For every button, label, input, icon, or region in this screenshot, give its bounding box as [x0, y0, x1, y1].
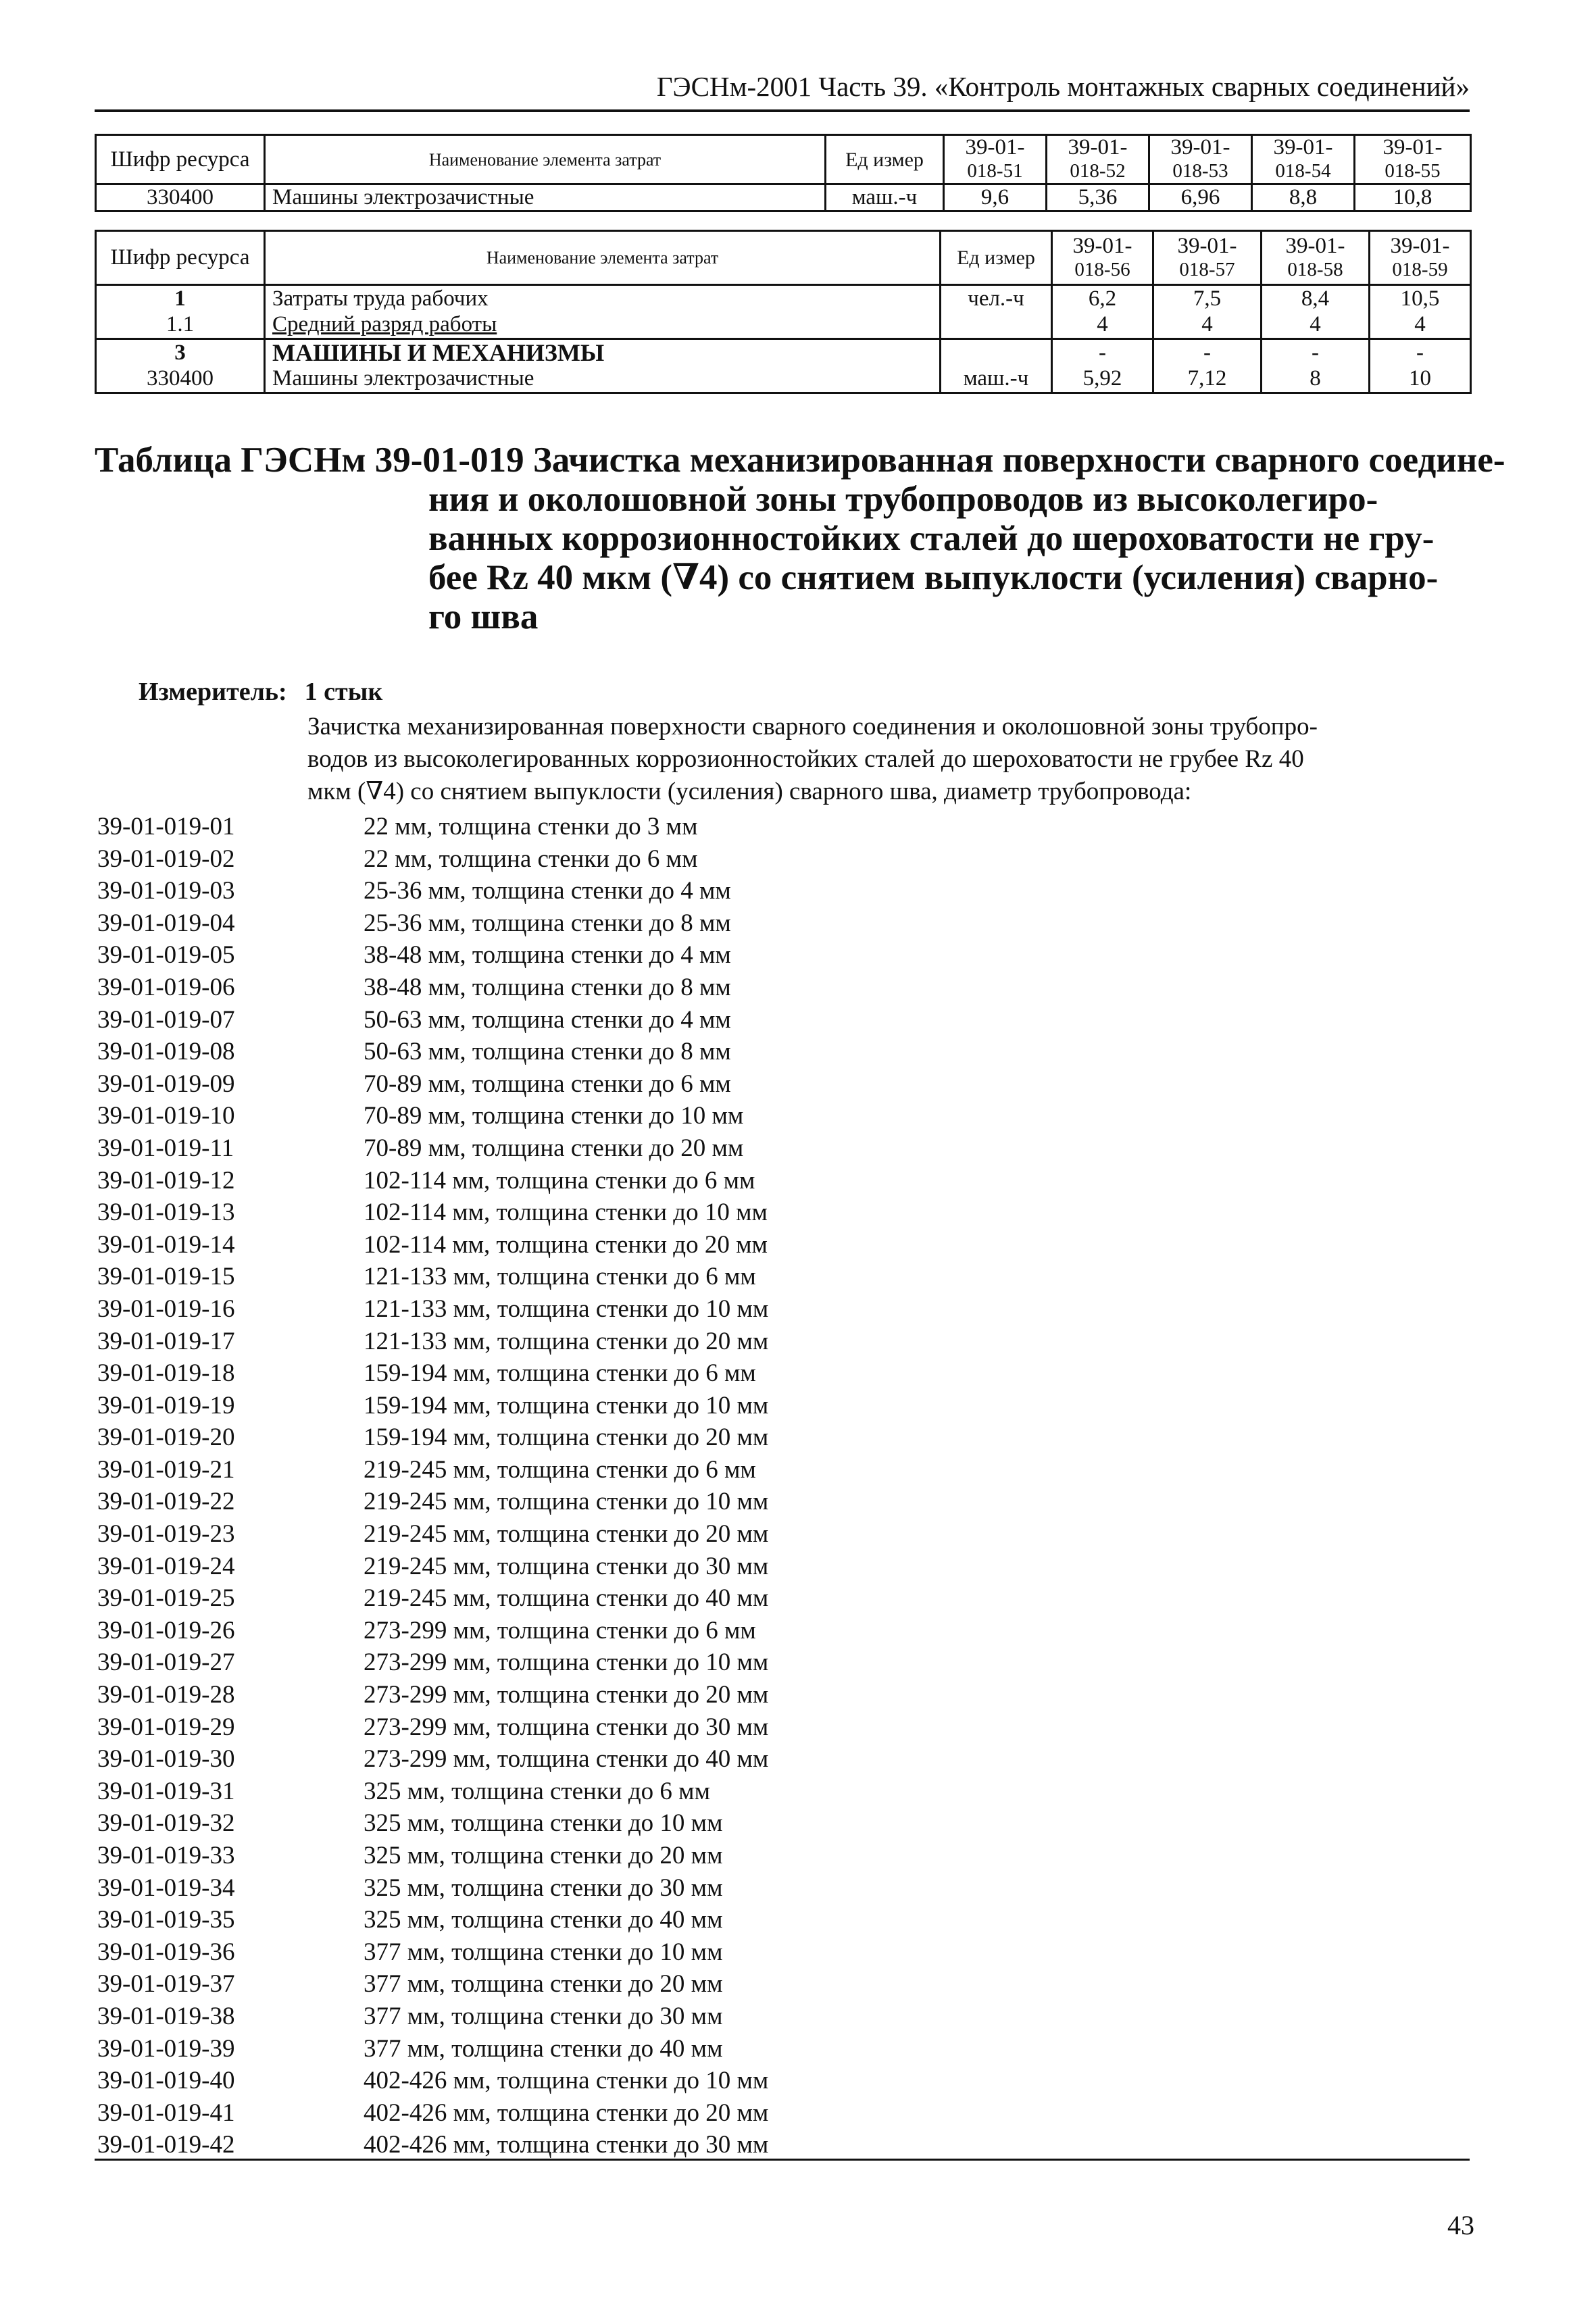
list-item [95, 1229, 905, 1261]
list-item [95, 1132, 905, 1165]
item-text: 273-299 мм, толщина стенки до 20 мм [364, 1681, 769, 1709]
row-value: 8 [1262, 366, 1370, 393]
list-item [95, 1904, 905, 1936]
item-code: 39-01-019-33 [97, 1842, 235, 1869]
list-item [95, 1776, 905, 1808]
item-code: 39-01-019-19 [97, 1391, 235, 1419]
header-unit: Ед измер [826, 135, 944, 184]
description-line-2: водов из высоколегированных коррозионностойких сталей до шероховатости не грубее Rz 40 [307, 745, 1304, 773]
item-text: 70-89 мм, толщина стенки до 20 мм [364, 1134, 744, 1162]
item-code: 39-01-019-38 [97, 2002, 235, 2030]
work-description [307, 711, 1470, 808]
row-unit: чел.-ч [941, 285, 1052, 312]
item-code: 39-01-019-37 [97, 1970, 235, 1998]
table-header-row [96, 231, 1471, 285]
item-code: 39-01-019-24 [97, 1552, 235, 1580]
title-line-5: го шва [428, 597, 539, 636]
item-text: 159-194 мм, толщина стенки до 20 мм [364, 1424, 769, 1452]
item-code: 39-01-019-20 [97, 1424, 235, 1452]
table-row [96, 312, 1471, 339]
item-text: 402-426 мм, толщина стенки до 10 мм [364, 2067, 769, 2095]
list-item [95, 1036, 905, 1068]
item-code: 39-01-019-08 [97, 1038, 235, 1066]
item-text: 121-133 мм, толщина стенки до 6 мм [364, 1263, 756, 1291]
row-value: 10,8 [1355, 184, 1471, 211]
title-line-3: ванных коррозионностойких сталей до шероховатости не гру- [428, 519, 1435, 558]
row-name: МАШИНЫ И МЕХАНИЗМЫ [265, 339, 941, 366]
row-value: 8,8 [1252, 184, 1355, 211]
item-code: 39-01-019-32 [97, 1809, 235, 1838]
header-col-2 [1047, 135, 1149, 184]
item-text: 273-299 мм, толщина стенки до 6 мм [364, 1616, 756, 1644]
item-code: 39-01-019-27 [97, 1649, 235, 1677]
list-item [95, 972, 905, 1004]
header-col-3-top: 39-01- [1170, 135, 1230, 159]
list-item [95, 1679, 905, 1711]
row-value: - [1370, 339, 1471, 366]
list-item [95, 875, 905, 907]
item-text: 121-133 мм, толщина стенки до 20 мм [364, 1327, 769, 1355]
header-col-1-top: 39-01- [965, 135, 1025, 159]
table-row [96, 184, 1471, 211]
row-value: - [1052, 339, 1153, 366]
header-col-2 [1153, 231, 1262, 285]
row-value: 6,2 [1052, 285, 1153, 312]
header-col-4-top: 39-01- [1273, 135, 1333, 159]
header-col-5-bottom: 018-55 [1385, 160, 1441, 182]
list-item [95, 1197, 905, 1229]
list-item [95, 1100, 905, 1132]
row-value: 4 [1052, 312, 1153, 339]
item-code: 39-01-019-30 [97, 1745, 235, 1774]
header-col-3 [1262, 231, 1370, 285]
list-item [95, 939, 905, 972]
item-code: 39-01-019-13 [97, 1199, 235, 1227]
item-text: 22 мм, толщина стенки до 3 мм [364, 813, 698, 840]
item-text: 38-48 мм, толщина стенки до 4 мм [364, 941, 731, 970]
header-unit: Ед измер [941, 231, 1052, 285]
list-item [95, 1582, 905, 1615]
table-row [96, 366, 1471, 393]
row-name: Затраты труда рабочих [265, 285, 941, 312]
item-code: 39-01-019-28 [97, 1681, 235, 1709]
item-code: 39-01-019-42 [97, 2131, 235, 2159]
header-col-2-top: 39-01- [1068, 135, 1128, 159]
row-value: 10,5 [1370, 285, 1471, 312]
item-text: 325 мм, толщина стенки до 40 мм [364, 1906, 723, 1934]
header-code: Шифр ресурса [96, 135, 265, 184]
item-code: 39-01-019-23 [97, 1520, 235, 1549]
list-item [95, 843, 905, 876]
item-code: 39-01-019-29 [97, 1713, 235, 1741]
row-value: - [1153, 339, 1262, 366]
item-code: 39-01-019-02 [97, 845, 235, 873]
page-number: 43 [1447, 2210, 1474, 2240]
header-col-2-bottom: 018-52 [1070, 160, 1126, 182]
item-code: 39-01-019-36 [97, 1938, 235, 1966]
header-col-4 [1252, 135, 1355, 184]
item-text: 25-36 мм, толщина стенки до 8 мм [364, 909, 731, 937]
item-text: 102-114 мм, толщина стенки до 10 мм [364, 1199, 768, 1227]
item-code: 39-01-019-16 [97, 1294, 235, 1323]
list-item [95, 1615, 905, 1647]
header-col-5 [1355, 135, 1471, 184]
item-text: 402-426 мм, толщина стенки до 30 мм [364, 2131, 769, 2159]
list-item [95, 2033, 905, 2065]
running-header [95, 68, 1470, 112]
list-item [95, 1551, 905, 1583]
row-value: 10 [1370, 366, 1471, 393]
list-item [95, 2065, 905, 2097]
measure-value: 1 стык [304, 678, 383, 706]
item-text: 377 мм, толщина стенки до 20 мм [364, 1970, 723, 1998]
header-col-3 [1149, 135, 1252, 184]
list-item [95, 1968, 905, 2001]
item-code: 39-01-019-17 [97, 1327, 235, 1355]
list-item [95, 907, 905, 940]
item-code: 39-01-019-35 [97, 1906, 235, 1934]
header-name: Наименование элемента затрат [265, 135, 826, 184]
row-unit: маш.-ч [826, 184, 944, 211]
header-col-4-bottom: 018-59 [1392, 258, 1448, 280]
item-text: 159-194 мм, толщина стенки до 6 мм [364, 1359, 756, 1388]
item-text: 273-299 мм, толщина стенки до 40 мм [364, 1745, 769, 1774]
item-code: 39-01-019-34 [97, 1873, 235, 1902]
list-item [95, 1646, 905, 1679]
item-code: 39-01-019-39 [97, 2034, 235, 2063]
list-item [95, 2129, 905, 2161]
row-value: 4 [1153, 312, 1262, 339]
item-text: 273-299 мм, толщина стенки до 10 мм [364, 1649, 769, 1677]
row-value: 4 [1370, 312, 1471, 339]
row-value: 8,4 [1262, 285, 1370, 312]
measure-label: Измеритель: [139, 678, 287, 706]
header-col-1-bottom: 018-56 [1074, 258, 1130, 280]
item-code: 39-01-019-07 [97, 1005, 235, 1034]
item-text: 325 мм, толщина стенки до 30 мм [364, 1873, 723, 1902]
item-text: 273-299 мм, толщина стенки до 30 мм [364, 1713, 769, 1741]
header-col-4-top: 39-01- [1390, 233, 1450, 258]
item-code: 39-01-019-05 [97, 941, 235, 970]
row-code: 330400 [96, 366, 265, 393]
list-item [95, 2097, 905, 2130]
row-value: 4 [1262, 312, 1370, 339]
header-name: Наименование элемента затрат [265, 231, 941, 285]
item-text: 38-48 мм, толщина стенки до 8 мм [364, 973, 731, 1001]
row-name: Машины электрозачистные [265, 366, 941, 393]
item-code: 39-01-019-25 [97, 1584, 235, 1613]
measure-line [139, 677, 382, 707]
list-item [95, 1293, 905, 1326]
title-line-4: бее Rz 40 мкм (∇4) со снятием выпуклости (усиления) сварно- [428, 558, 1439, 597]
list-item [95, 1840, 905, 1872]
item-text: 102-114 мм, толщина стенки до 20 мм [364, 1230, 768, 1259]
list-item [95, 1261, 905, 1293]
header-col-2-bottom: 018-57 [1179, 258, 1235, 280]
list-item [95, 1872, 905, 1905]
item-text: 70-89 мм, толщина стенки до 6 мм [364, 1070, 731, 1098]
list-item [95, 1068, 905, 1101]
list-item [95, 1326, 905, 1358]
item-code: 39-01-019-26 [97, 1616, 235, 1644]
item-code: 39-01-019-01 [97, 813, 235, 840]
row-value: 5,36 [1047, 184, 1149, 211]
header-col-4 [1370, 231, 1471, 285]
list-item [95, 1390, 905, 1422]
item-code: 39-01-019-15 [97, 1263, 235, 1291]
item-text: 219-245 мм, толщина стенки до 40 мм [364, 1584, 769, 1613]
table-header-row [96, 135, 1471, 184]
header-text: ГЭСНм-2001 Часть 39. «Контроль монтажных сварных соединений» [656, 71, 1470, 102]
resource-table-2 [95, 230, 1472, 394]
header-col-1-top: 39-01- [1072, 233, 1132, 258]
item-text: 219-245 мм, толщина стенки до 10 мм [364, 1488, 769, 1516]
item-code: 39-01-019-31 [97, 1777, 235, 1805]
row-unit [941, 339, 1052, 366]
row-code: 1 [96, 285, 265, 312]
item-text: 25-36 мм, толщина стенки до 4 мм [364, 877, 731, 905]
item-code: 39-01-019-09 [97, 1070, 235, 1098]
row-value: - [1262, 339, 1370, 366]
title-line-1: Таблица ГЭСНм 39-01-019 Зачистка механизированная поверхности сварного соедине- [95, 441, 1505, 480]
item-text: 219-245 мм, толщина стенки до 30 мм [364, 1552, 769, 1580]
item-code: 39-01-019-03 [97, 877, 235, 905]
resource-table-1 [95, 134, 1472, 212]
row-value: 5,92 [1052, 366, 1153, 393]
list-item [95, 1454, 905, 1486]
item-text: 121-133 мм, толщина стенки до 10 мм [364, 1294, 769, 1323]
row-name: Машины электрозачистные [265, 184, 826, 211]
item-code: 39-01-019-14 [97, 1230, 235, 1259]
row-code: 330400 [96, 184, 265, 211]
row-code: 1.1 [96, 312, 265, 339]
row-unit [941, 312, 1052, 339]
item-code: 39-01-019-06 [97, 973, 235, 1001]
footer-rule [95, 2159, 1470, 2161]
item-text: 50-63 мм, толщина стенки до 4 мм [364, 1005, 731, 1034]
item-text: 219-245 мм, толщина стенки до 20 мм [364, 1520, 769, 1549]
header-col-2-top: 39-01- [1177, 233, 1237, 258]
header-col-1-bottom: 018-51 [967, 160, 1023, 182]
item-code: 39-01-019-04 [97, 909, 235, 937]
item-code: 39-01-019-11 [97, 1134, 234, 1162]
list-item [95, 1936, 905, 1969]
row-name: Средний разряд работы [265, 312, 941, 339]
item-code: 39-01-019-41 [97, 2098, 235, 2127]
row-unit: маш.-ч [941, 366, 1052, 393]
item-text: 22 мм, толщина стенки до 6 мм [364, 845, 698, 873]
list-item [95, 1743, 905, 1776]
item-code: 39-01-019-12 [97, 1166, 235, 1194]
description-line-1: Зачистка механизированная поверхности сварного соединения и околошовной зоны трубопро- [307, 713, 1318, 740]
list-item [95, 1422, 905, 1454]
item-text: 70-89 мм, толщина стенки до 10 мм [364, 1102, 744, 1130]
header-col-1 [1052, 231, 1153, 285]
item-code: 39-01-019-40 [97, 2067, 235, 2095]
list-item [95, 1518, 905, 1551]
list-item [95, 2001, 905, 2033]
title-line-2: ния и околошовной зоны трубопроводов из высоколегиро- [428, 480, 1378, 519]
list-item [95, 811, 905, 843]
row-code: 3 [96, 339, 265, 366]
table-row [96, 285, 1471, 312]
table-row [96, 339, 1471, 366]
item-text: 50-63 мм, толщина стенки до 8 мм [364, 1038, 731, 1066]
header-col-3-top: 39-01- [1285, 233, 1345, 258]
header-col-3-bottom: 018-53 [1172, 160, 1228, 182]
item-text: 325 мм, толщина стенки до 20 мм [364, 1842, 723, 1869]
header-col-3-bottom: 018-58 [1287, 258, 1343, 280]
header-col-4-bottom: 018-54 [1275, 160, 1331, 182]
item-text: 377 мм, толщина стенки до 30 мм [364, 2002, 723, 2030]
list-item [95, 1165, 905, 1197]
item-text: 219-245 мм, толщина стенки до 6 мм [364, 1455, 756, 1484]
list-item [95, 1486, 905, 1518]
description-line-3: мкм (∇4) со снятием выпуклости (усиления) сварного шва, диаметр трубопровода: [307, 778, 1192, 805]
row-value: 7,5 [1153, 285, 1262, 312]
list-item [95, 1004, 905, 1036]
item-text: 102-114 мм, толщина стенки до 6 мм [364, 1166, 755, 1194]
item-text: 325 мм, толщина стенки до 6 мм [364, 1777, 710, 1805]
item-text: 377 мм, толщина стенки до 40 мм [364, 2034, 723, 2063]
item-text: 325 мм, толщина стенки до 10 мм [364, 1809, 723, 1838]
row-value: 9,6 [944, 184, 1047, 211]
item-code: 39-01-019-10 [97, 1102, 235, 1130]
item-text: 377 мм, толщина стенки до 10 мм [364, 1938, 723, 1966]
list-item [95, 1357, 905, 1390]
header-code: Шифр ресурса [96, 231, 265, 285]
item-list [95, 811, 905, 2161]
header-col-5-top: 39-01- [1382, 135, 1443, 159]
item-text: 402-426 мм, толщина стенки до 20 мм [364, 2098, 769, 2127]
header-col-1 [944, 135, 1047, 184]
item-text: 159-194 мм, толщина стенки до 10 мм [364, 1391, 769, 1419]
row-value: 7,12 [1153, 366, 1262, 393]
row-value: 6,96 [1149, 184, 1252, 211]
item-code: 39-01-019-21 [97, 1455, 235, 1484]
item-code: 39-01-019-18 [97, 1359, 235, 1388]
list-item [95, 1807, 905, 1840]
list-item [95, 1711, 905, 1744]
item-code: 39-01-019-22 [97, 1488, 235, 1516]
